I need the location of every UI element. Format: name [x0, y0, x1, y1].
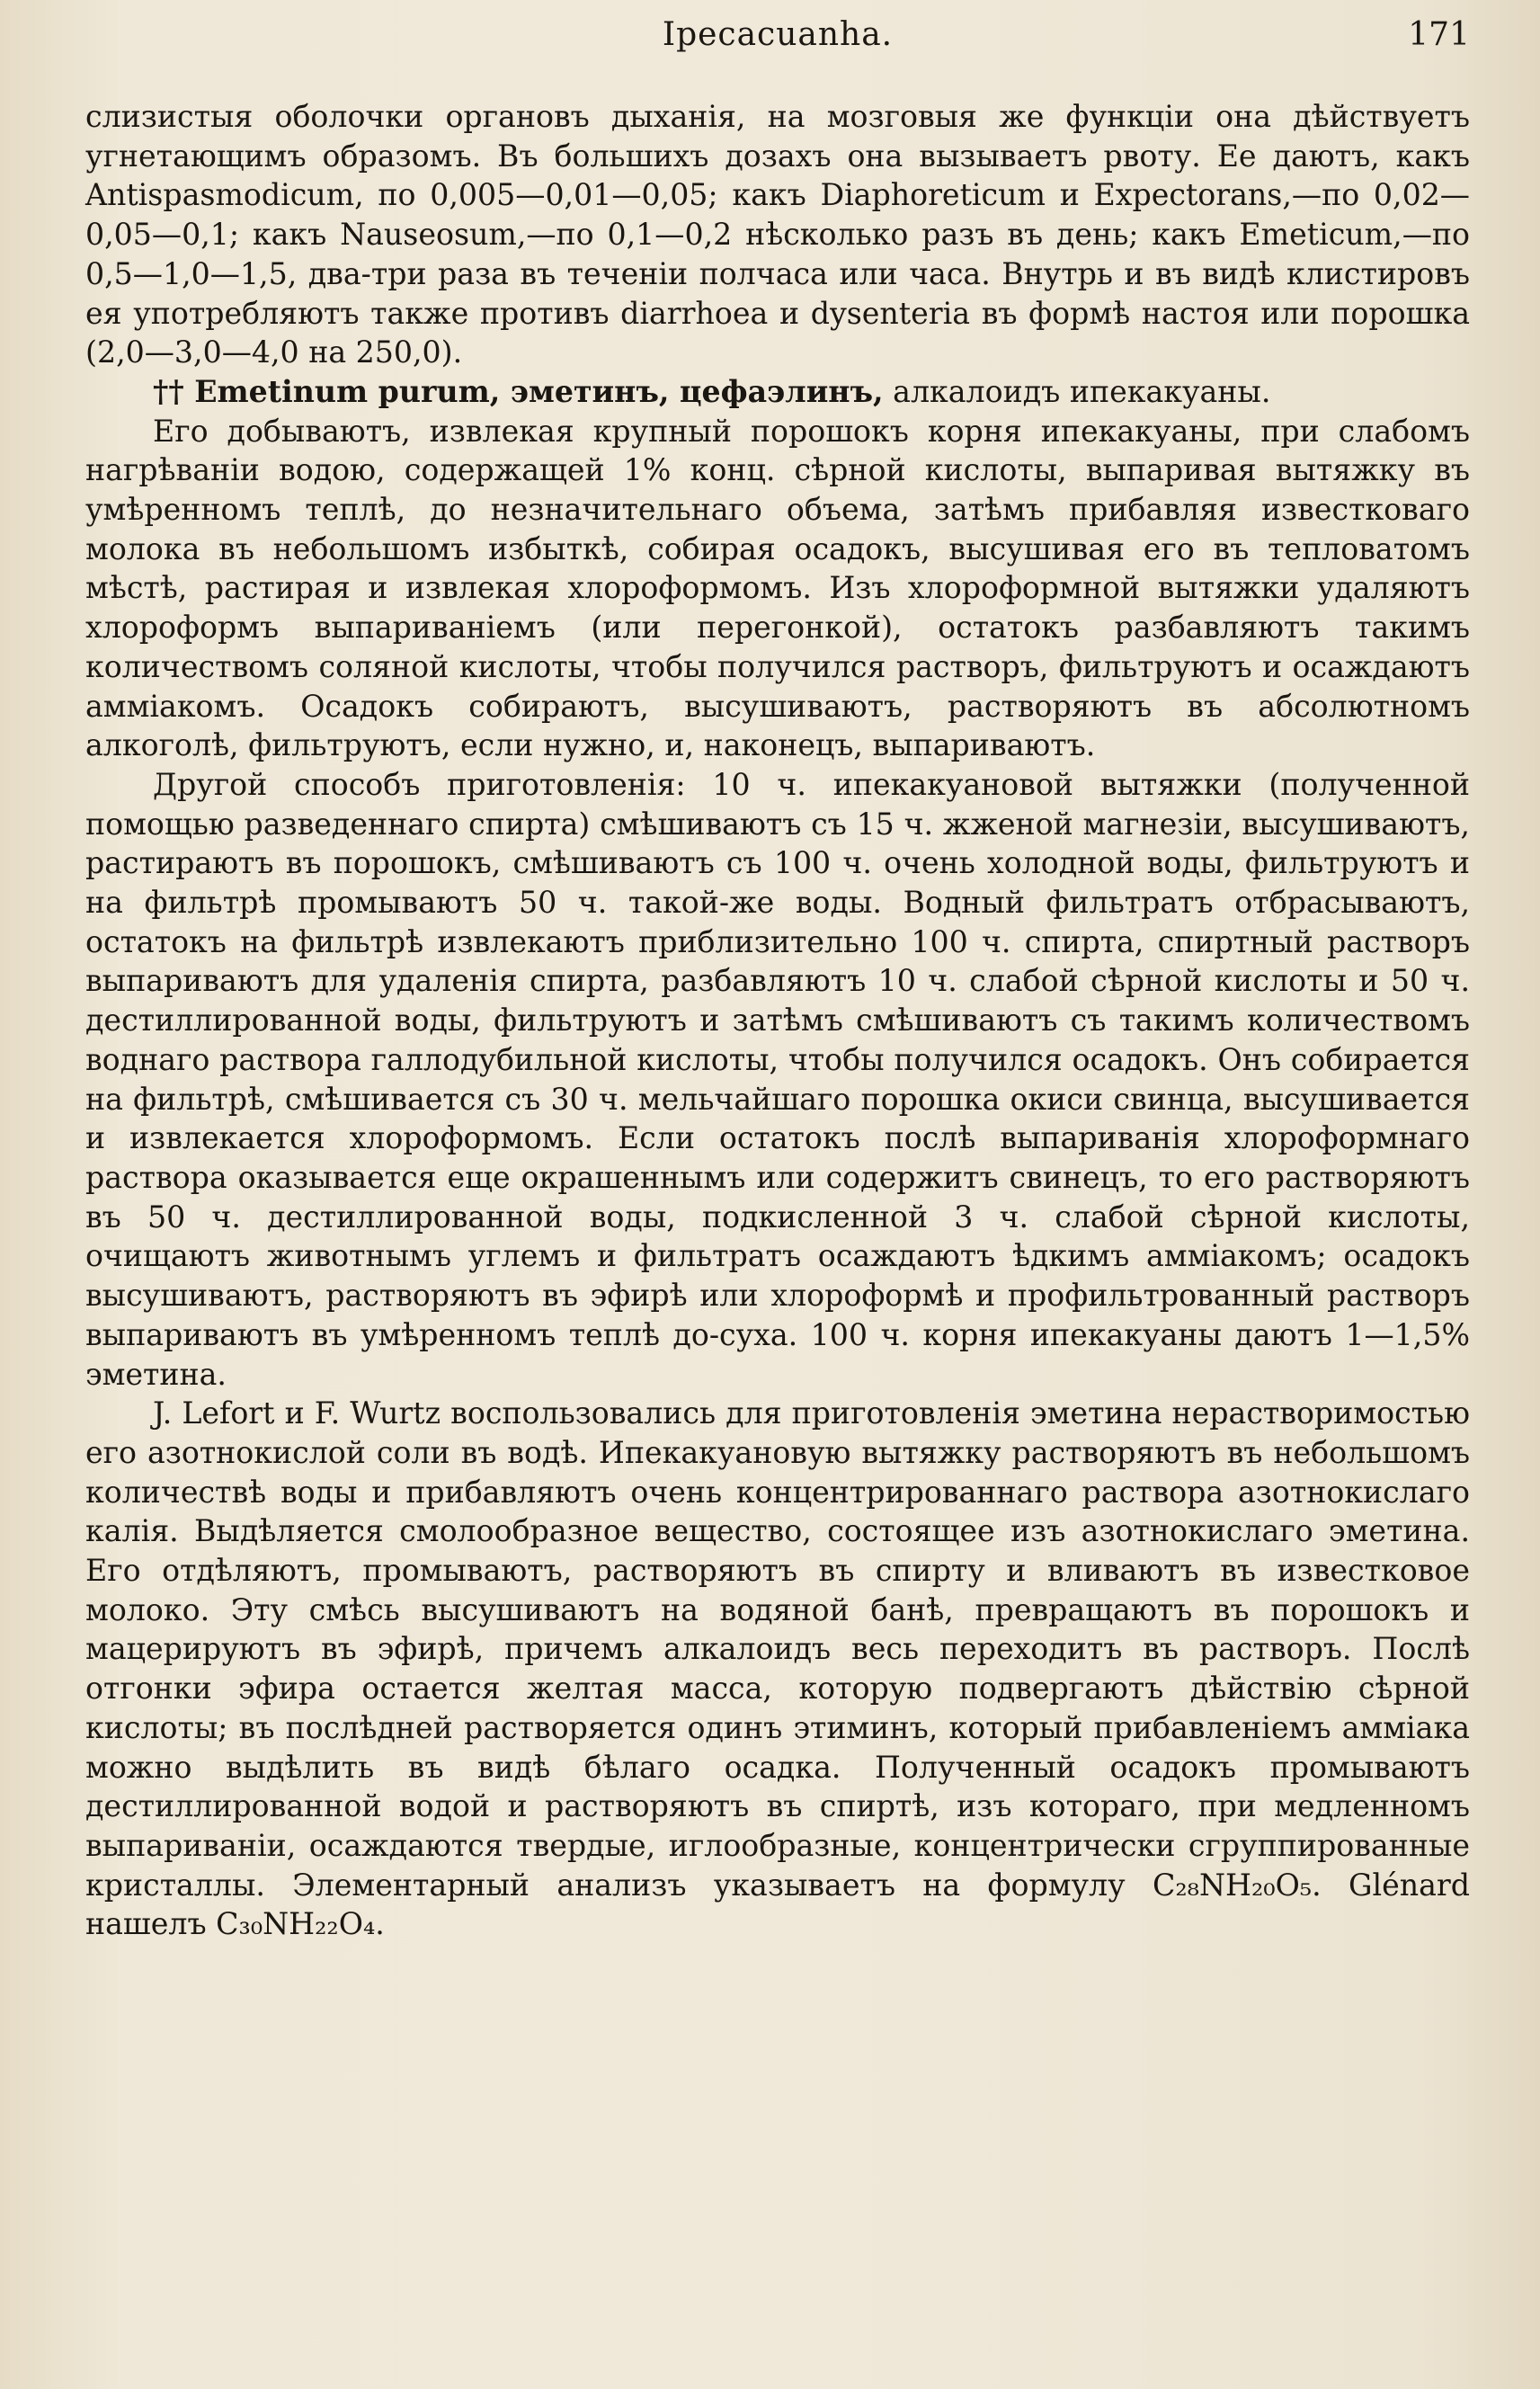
paragraph-alternative-method: Другой способъ приготовленія: 10 ч. ипекакуановой вытяжки (полученной помощью разведеннаго спирта) смѣшиваютъ съ 15 ч. жженой магнезіи, высушиваютъ, растираютъ въ порошокъ, смѣшиваютъ съ 100 ч. очень холодной воды, фильтруютъ и на фильтрѣ промываютъ 50 ч. такой-же воды. Водный фильтратъ отбрасываютъ, остатокъ на фильтрѣ извлекаютъ приблизительно 100 ч. спирта, спиртный растворъ выпариваютъ для удаленія спирта, разбавляютъ 10 ч. слабой сѣрной кислоты и 50 ч. дестиллированной воды, фильтруютъ и затѣмъ смѣшиваютъ съ такимъ количествомъ воднаго раствора галлодубильной кислоты, чтобы получился осадокъ. Онъ собирается на фильтрѣ, смѣшивается съ 30 ч. мельчайшаго порошка окиси свинца, высушивается и извлекается хлороформомъ. Если остатокъ послѣ выпариванія хлороформнаго раствора оказывается еще окрашеннымъ или содержитъ свинецъ, то его растворяютъ въ 50 ч. дестиллированной воды, подкисленной 3 ч. слабой сѣрной кислоты, очищаютъ животнымъ углемъ и фильтратъ осаждаютъ ѣдкимъ амміакомъ; осадокъ высушиваютъ, растворяютъ въ эфирѣ или хлороформѣ и профильтрованный растворъ выпариваютъ въ умѣренномъ теплѣ до-суха. 100 ч. корня ипекакуаны даютъ 1—1,5% эметина.	[85, 766, 1470, 1392]
page-header	[85, 16, 1470, 70]
paragraph-extraction-method: Его добываютъ, извлекая крупный порошокъ корня ипекакуаны, при слабомъ нагрѣваніи водою, содержащей 1% конц. сѣрной кислоты, выпаривая вытяжку въ умѣренномъ теплѣ, до незначительнаго объема, затѣмъ прибавляя известковаго молока въ небольшомъ избыткѣ, собирая осадокъ, высушивая его въ тепловатомъ мѣстѣ, растирая и извлекая хлороформомъ. Изъ хлороформной вытяжки удаляютъ хлороформъ выпариваніемъ (или перегонкой), остатокъ разбавляютъ такимъ количествомъ соляной кислоты, чтобы получился растворъ, фильтруютъ и осаждаютъ амміакомъ. Осадокъ собираютъ, высушиваютъ, растворяютъ въ абсолютномъ алкоголѣ, фильтруютъ, если нужно, и, наконецъ, выпариваютъ.	[85, 413, 1470, 763]
paragraph-continuation: слизистыя оболочки органовъ дыханія, на мозговыя же функціи она дѣйствуетъ угнетающимъ образомъ. Въ большихъ дозахъ она вызываетъ рвоту. Ее даютъ, какъ Antispasmodicum, по 0,005—0,01—0,05; какъ Diaphoreticum и Expectorans,—по 0,02—0,05—0,1; какъ Nauseosum,—по 0,1—0,2 нѣсколько разъ въ день; какъ Emeticum,—по 0,5—1,0—1,5, два-три раза въ теченіи полчаса или часа. Внутрь и въ видѣ клистировъ ея употребляютъ также противъ diarrhoea и dysenteria въ формѣ настоя или порошка (2,0—3,0—4,0 на 250,0).	[85, 99, 1470, 370]
emetinum-term: †† Emetinum purum, эметинъ, цефаэлинъ,	[153, 373, 884, 409]
body-text	[85, 97, 1470, 1944]
running-head: Ipecacuanha.	[662, 16, 894, 53]
emetinum-definition: алкалоидъ ипекакуаны.	[883, 373, 1271, 409]
paragraph-lefort-wurtz: J. Lefort и F. Wurtz воспользовались для приготовленія эметина нерастворимостью его азотнокислой соли въ водѣ. Ипекакуановую вытяжку растворяютъ въ небольшомъ количествѣ воды и прибавляютъ очень концентрированнаго раствора азотнокислаго калія. Выдѣляется смолообразное вещество, состоящее изъ азотнокислаго эметина. Его отдѣляютъ, промываютъ, растворяютъ въ спирту и вливаютъ въ известковое молоко. Эту смѣсь высушиваютъ на водяной банѣ, превращаютъ въ порошокъ и мацерируютъ въ эфирѣ, причемъ алкалоидъ весь переходитъ въ растворъ. Послѣ отгонки эфира остается желтая масса, которую подвергаютъ дѣйствію сѣрной кислоты; въ послѣдней растворяется одинъ этиминъ, который прибавленіемъ амміака можно выдѣлить въ видѣ бѣлаго осадка. Полученный осадокъ промываютъ дестиллированной водой и растворяютъ въ спиртѣ, изъ котораго, при медленномъ выпариваніи, осаждаются твердые, иглообразные, концентрически сгруппированные кристаллы. Элементарный анализъ указываетъ на формулу C₂₈NH₂₀O₅. Glénard нашелъ C₃₀NH₂₂O₄.	[85, 1395, 1470, 1942]
paragraph-emetinum-heading	[85, 372, 1470, 412]
page-number: 171	[1408, 16, 1470, 53]
